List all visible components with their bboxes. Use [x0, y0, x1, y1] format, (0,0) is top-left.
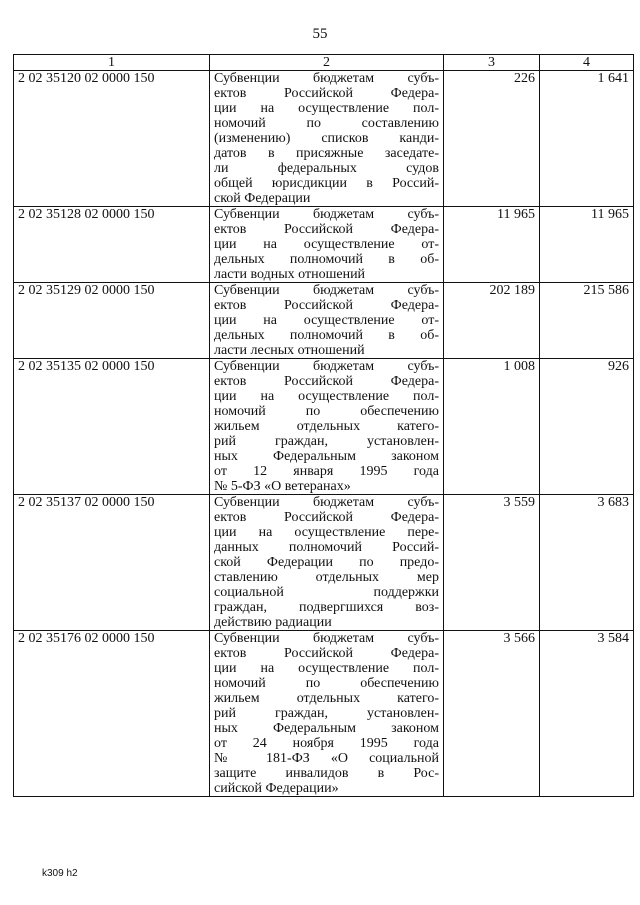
amount-col3: 202 189	[444, 283, 540, 359]
description-line: от 12 января 1995 года	[214, 464, 439, 479]
table-row	[14, 207, 634, 283]
amount-col4: 3 584	[540, 631, 634, 797]
description-line: защите инвалидов в Рос-	[214, 766, 439, 781]
table-row	[14, 283, 634, 359]
header-row	[14, 55, 634, 71]
description-line: ции на осуществление пере-	[214, 525, 439, 540]
description-line: граждан, подвергшихся воз-	[214, 600, 439, 615]
description-line: общей юрисдикции в Россий-	[214, 176, 439, 191]
table-row	[14, 495, 634, 631]
description-line: ции на осуществление от-	[214, 313, 439, 328]
description-line: Субвенции бюджетам субъ-	[214, 495, 439, 510]
amount-col3: 3 566	[444, 631, 540, 797]
description-line: номочий по обеспечению	[214, 404, 439, 419]
revenue-description	[210, 283, 444, 359]
description-line: жильем отдельных катего-	[214, 419, 439, 434]
description-line: дельных полномочий в об-	[214, 252, 439, 267]
description-line: ции на осуществление пол-	[214, 101, 439, 116]
revenue-description	[210, 359, 444, 495]
description-line: № 5-ФЗ «О ветеранах»	[214, 479, 351, 494]
description-line: номочий по обеспечению	[214, 676, 439, 691]
description-line: ласти лесных отношений	[214, 343, 365, 358]
description-line: ных Федеральным законом	[214, 721, 439, 736]
description-line: ных Федеральным законом	[214, 449, 439, 464]
column-header-4: 4	[540, 55, 634, 71]
description-line: ектов Российской Федера-	[214, 374, 439, 389]
description-line: от 24 ноября 1995 года	[214, 736, 439, 751]
description-line: ектов Российской Федера-	[214, 646, 439, 661]
amount-col3: 11 965	[444, 207, 540, 283]
description-line: (изменению) списков канди-	[214, 131, 439, 146]
description-line: дельных полномочий в об-	[214, 328, 439, 343]
description-line: ли федеральных судов	[214, 161, 439, 176]
table-row	[14, 71, 634, 207]
description-line: ции на осуществление пол-	[214, 661, 439, 676]
description-line: ской Федерации	[214, 191, 311, 206]
amount-col3: 226	[444, 71, 540, 207]
budget-code: 2 02 35137 02 0000 150	[14, 495, 210, 631]
description-line: ской Федерации по предо-	[214, 555, 439, 570]
description-line: жильем отдельных катего-	[214, 691, 439, 706]
description-line: данных полномочий Россий-	[214, 540, 439, 555]
amount-col4: 926	[540, 359, 634, 495]
budget-code: 2 02 35120 02 0000 150	[14, 71, 210, 207]
description-line: ласти водных отношений	[214, 267, 366, 282]
description-line: ектов Российской Федера-	[214, 510, 439, 525]
description-line: ектов Российской Федера-	[214, 298, 439, 313]
amount-col3: 3 559	[444, 495, 540, 631]
description-line: Субвенции бюджетам субъ-	[214, 71, 439, 86]
description-line: ектов Российской Федера-	[214, 222, 439, 237]
column-header-3: 3	[444, 55, 540, 71]
revenue-description	[210, 71, 444, 207]
description-line: сийской Федерации»	[214, 781, 339, 796]
description-line: рий граждан, установлен-	[214, 434, 439, 449]
budget-table	[13, 54, 634, 797]
budget-code: 2 02 35129 02 0000 150	[14, 283, 210, 359]
page-number: 55	[312, 26, 328, 42]
revenue-description	[210, 631, 444, 797]
description-line: датов в присяжные заседате-	[214, 146, 439, 161]
description-line: действию радиации	[214, 615, 332, 630]
description-line: Субвенции бюджетам субъ-	[214, 207, 439, 222]
amount-col4: 3 683	[540, 495, 634, 631]
column-header-1: 1	[14, 55, 210, 71]
description-line: ектов Российской Федера-	[214, 86, 439, 101]
description-line: № 181-ФЗ «О социальной	[214, 751, 439, 766]
amount-col4: 11 965	[540, 207, 634, 283]
budget-code: 2 02 35176 02 0000 150	[14, 631, 210, 797]
revenue-description	[210, 495, 444, 631]
footer-code: k309 h2	[42, 868, 78, 879]
description-line: Субвенции бюджетам субъ-	[214, 359, 439, 374]
description-line: Субвенции бюджетам субъ-	[214, 631, 439, 646]
amount-col4: 215 586	[540, 283, 634, 359]
budget-code: 2 02 35128 02 0000 150	[14, 207, 210, 283]
description-line: ции на осуществление от-	[214, 237, 439, 252]
description-line: Субвенции бюджетам субъ-	[214, 283, 439, 298]
description-line: ставлению отдельных мер	[214, 570, 439, 585]
description-line: рий граждан, установлен-	[214, 706, 439, 721]
amount-col4: 1 641	[540, 71, 634, 207]
column-header-2: 2	[210, 55, 444, 71]
amount-col3: 1 008	[444, 359, 540, 495]
description-line: ции на осуществление пол-	[214, 389, 439, 404]
revenue-description	[210, 207, 444, 283]
budget-code: 2 02 35135 02 0000 150	[14, 359, 210, 495]
description-line: социальной поддержки	[214, 585, 439, 600]
description-line: номочий по составлению	[214, 116, 439, 131]
table-row	[14, 631, 634, 797]
table-row	[14, 359, 634, 495]
